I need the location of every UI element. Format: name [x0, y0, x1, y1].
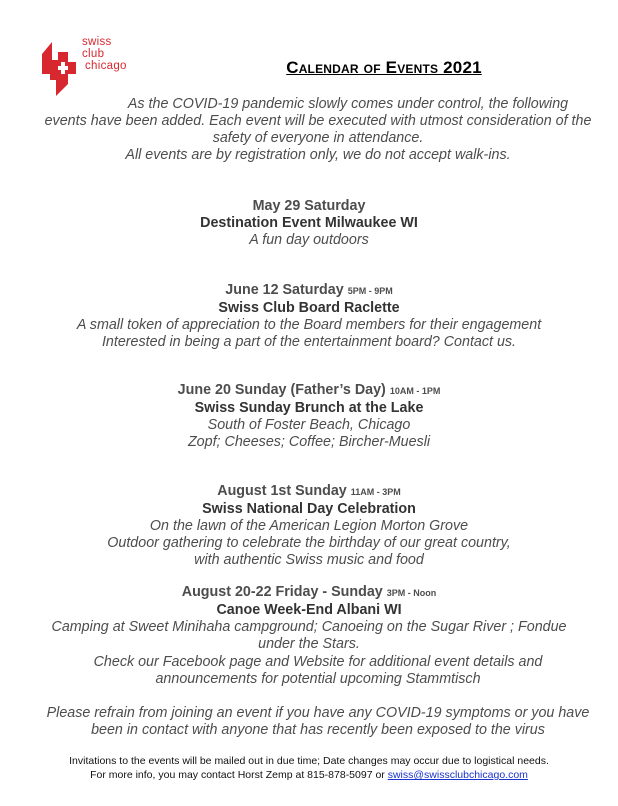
event-date: August 1st Sunday	[217, 483, 347, 499]
event-description-line: South of Foster Beach, Chicago	[207, 417, 411, 433]
event-description-line: with authentic Swiss music and food	[194, 552, 424, 568]
covid-note	[30, 705, 606, 739]
event-name: Canoe Week-End Albani WI	[216, 602, 402, 618]
logo-line-2: chicago	[85, 60, 127, 72]
event-name: Swiss Sunday Brunch at the Lake	[194, 400, 424, 416]
footer-line-2	[0, 768, 618, 782]
intro-line-4: All events are by registration only, we do not accept walk-ins.	[125, 147, 511, 163]
event-time: 5PM - 9PM	[347, 286, 393, 296]
event-time: 11AM - 3PM	[350, 487, 401, 497]
event-description-line: A small token of appreciation to the Board members for their engagement	[76, 317, 542, 333]
events-list	[0, 198, 618, 653]
event-description-line: Interested in being a part of the entertainment board? Contact us.	[101, 334, 517, 350]
event-description-line: Zopf; Cheeses; Coffee; Bircher-Muesli	[187, 434, 431, 450]
event-time: 10AM - 1PM	[389, 386, 441, 396]
event-item	[0, 198, 618, 249]
event-name: Destination Event Milwaukee WI	[200, 215, 418, 231]
event-date: August 20-22 Friday - Sunday	[181, 584, 383, 600]
footer-line-1: Invitations to the events will be mailed out in due time; Date changes may occur due to logistical needs.	[69, 755, 549, 767]
event-date: June 20 Sunday (Father’s Day)	[177, 382, 386, 398]
event-description-line: On the lawn of the American Legion Morton Grove	[149, 518, 469, 534]
event-name: Swiss Club Board Raclette	[218, 300, 400, 316]
event-description-line: A fun day outdoors	[249, 232, 369, 248]
page-title: Calendar of Events 2021	[286, 58, 482, 77]
event-date-line	[0, 282, 618, 300]
facebook-note	[30, 654, 606, 688]
footer	[0, 754, 618, 782]
event-date: June 12 Saturday	[225, 282, 344, 298]
event-item	[0, 584, 618, 653]
event-date-line	[0, 584, 618, 602]
intro-line-3: safety of everyone in attendance.	[212, 130, 424, 146]
logo-line-1: swiss club	[82, 36, 112, 60]
event-description-line: Camping at Sweet Minihaha campground; Canoeing on the Sugar River ; Fondue	[51, 619, 567, 635]
page-title-wrap	[0, 58, 618, 78]
event-date-line	[0, 382, 618, 400]
email-link[interactable]: swiss@swissclubchicago.com	[387, 769, 528, 781]
event-item	[0, 382, 618, 451]
facebook-note-line-1: Check our Facebook page and Website for additional event details and	[93, 654, 543, 670]
event-description-line: under the Stars.	[258, 636, 360, 652]
covid-note-line-2: been in contact with anyone that has recently been exposed to the virus	[91, 722, 545, 738]
event-item	[0, 483, 618, 569]
event-item	[0, 282, 618, 351]
covid-note-line-1: Please refrain from joining an event if you have any COVID-19 symptoms or you have	[46, 705, 590, 721]
event-date: May 29 Saturday	[252, 198, 366, 214]
facebook-note-line-2: announcements for potential upcoming Stammtisch	[155, 671, 481, 687]
event-description-line: Outdoor gathering to celebrate the birthday of our great country,	[107, 535, 511, 551]
event-name: Swiss National Day Celebration	[202, 501, 416, 517]
intro-line-1: As the COVID-19 pandemic slowly comes under control, the following	[127, 96, 569, 112]
event-date-line	[0, 483, 618, 501]
event-time: 3PM - Noon	[386, 588, 437, 598]
event-date-line	[0, 198, 618, 215]
intro-paragraph	[30, 96, 606, 164]
intro-line-2: events have been added. Each event will be executed with utmost consideration of the	[44, 113, 592, 129]
footer-contact-text: For more info, you may contact Horst Zemp at 815-878-5097 or	[90, 769, 388, 781]
